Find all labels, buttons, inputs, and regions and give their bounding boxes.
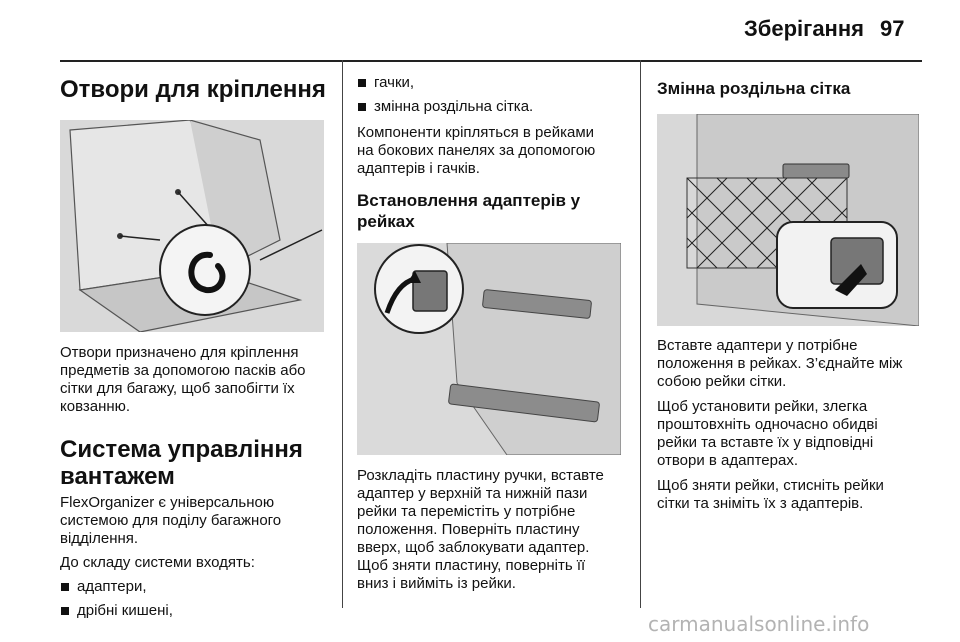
para-flexorganizer: FlexOrganizer є універсальною системою для поділу багажного відділення. <box>60 494 282 547</box>
para-insert-adapters: Вставте адаптери у потрібне положення в рейках. З’єднайте між собою рейки сітки. <box>657 337 903 390</box>
heading-separation-net: Змінна роздільна сітка <box>657 79 851 98</box>
figure-separation-net <box>657 114 919 326</box>
list-item: змінна роздільна сітка. <box>357 98 627 116</box>
page-number: 97 <box>880 16 905 41</box>
list-item: дрібні кишені, <box>60 602 330 620</box>
column-1 <box>60 66 330 620</box>
heading-cargo-management: Система управління вантажем <box>60 436 303 490</box>
list-item: гачки, <box>357 74 627 92</box>
heading-install-adapters: Встановлення адаптерів у рейках <box>357 191 581 231</box>
column-divider-1 <box>342 60 343 608</box>
para-components-attach: Компоненти кріпляться в рейками на бокових панелях за допомогою адаптерів і гачків. <box>357 124 596 177</box>
column-2 <box>357 66 627 593</box>
figure-trunk-fastening-holes <box>60 120 324 332</box>
para-remove-rails: Щоб зняти рейки, стисніть рейки сітки та зніміть їх з адаптерів. <box>657 477 884 512</box>
heading-fastening-holes: Отвори для кріплення <box>60 76 326 103</box>
trunk-illustration <box>60 120 324 332</box>
para-system-components: До складу системи входять: <box>60 554 255 571</box>
column-3 <box>657 66 927 513</box>
column-divider-2 <box>640 60 641 608</box>
separation-net-illustration <box>657 114 919 326</box>
section-title: Зберігання <box>744 16 864 41</box>
para-fastening-1: Отвори призначено для кріплення предметів за допомогою пасків або сітки для багажу, щоб запобігти їх ковзанню. <box>60 344 306 415</box>
para-install-steps: Розкладіть пластину ручки, вставте адаптер у верхній та нижній пази рейки та перемістіть у потрібне положення. Поверніть пластину вверх, щоб заблокувати адаптер. Щоб зняти пластину, поверніть її вниз і вийміть із рейки. <box>357 467 604 592</box>
adapter-rails-illustration <box>357 243 621 455</box>
figure-adapter-rails <box>357 243 621 455</box>
watermark: carmanualsonline.info <box>648 612 870 636</box>
header-rule <box>60 60 922 62</box>
list-item: адаптери, <box>60 578 330 596</box>
para-install-rails: Щоб установити рейки, злегка проштовхніть одночасно обидві рейки та вставте їх у відповідні отвори в адаптерах. <box>657 398 878 469</box>
